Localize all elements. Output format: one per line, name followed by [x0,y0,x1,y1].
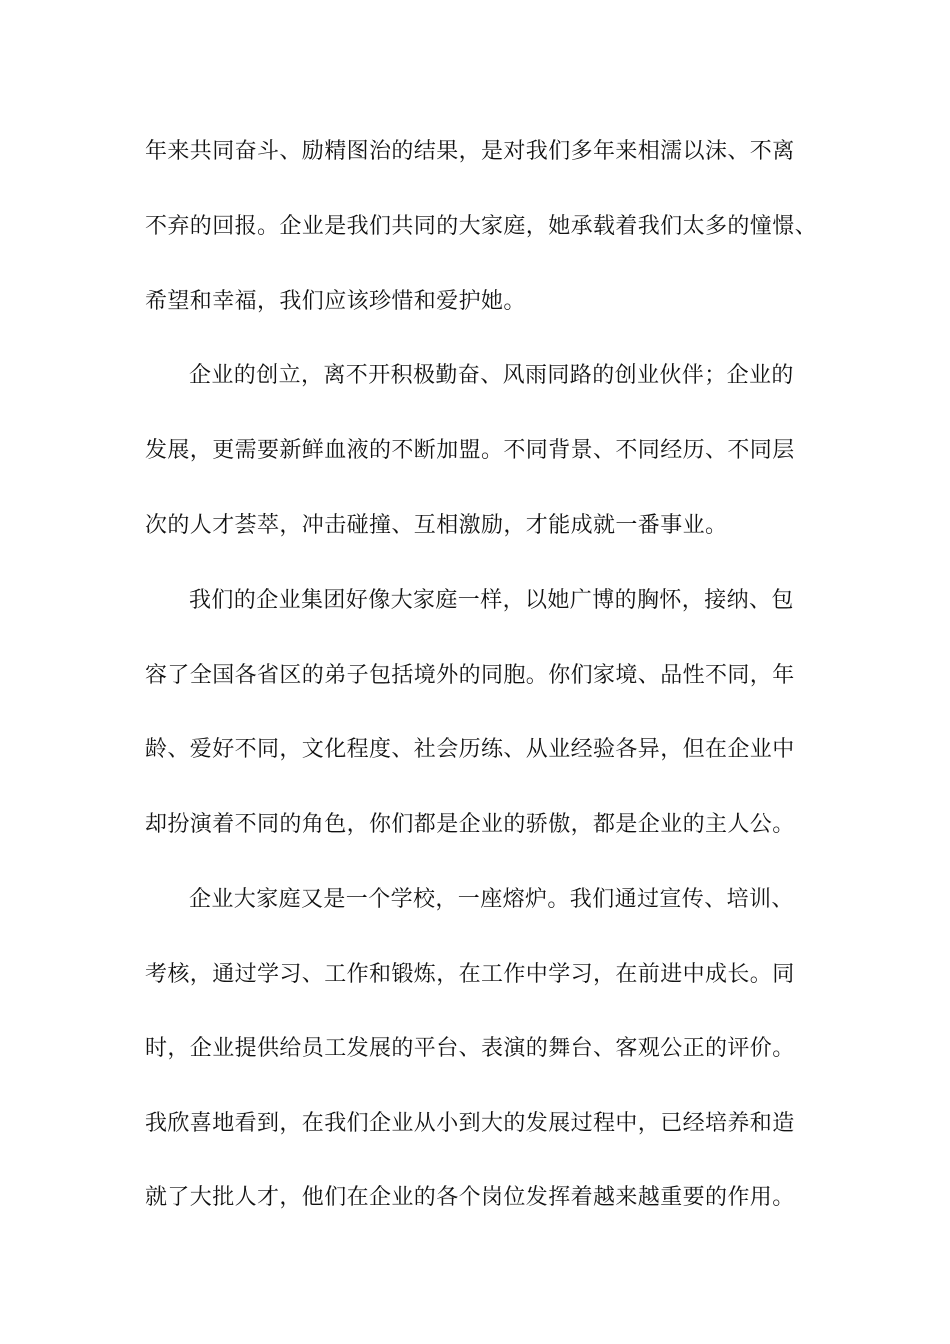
text-line: 年来共同奋斗、励精图治的结果，是对我们多年来相濡以沫、不离 [145,139,795,164]
text-line: 时，企业提供给员工发展的平台、表演的舞台、客观公正的评价。 [145,1036,795,1061]
text-line: 希望和幸福，我们应该珍惜和爱护她。 [145,289,526,314]
text-line: 容了全国各省区的弟子包括境外的同胞。你们家境、品性不同，年 [145,663,795,688]
text-line: 就了大批人才，他们在企业的各个岗位发挥着越来越重要的作用。 [145,1185,795,1210]
text-line: 我欣喜地看到，在我们企业从小到大的发展过程中，已经培养和造 [145,1111,795,1136]
paragraph-first-line: 企业大家庭又是一个学校，一座熔炉。我们通过宣传、培训、 [189,887,794,912]
text-line: 考核，通过学习、工作和锻炼，在工作中学习，在前进中成长。同 [145,962,795,987]
text-line: 发展，更需要新鲜血液的不断加盟。不同背景、不同经历、不同层 [145,438,795,463]
text-line: 龄、爱好不同，文化程度、社会历练、从业经验各异，但在企业中 [145,737,795,762]
text-line: 次的人才荟萃，冲击碰撞、互相激励，才能成就一番事业。 [145,513,728,538]
paragraph-first-line: 我们的企业集团好像大家庭一样，以她广博的胸怀，接纳、包 [189,588,794,613]
text-line: 却扮演着不同的角色，你们都是企业的骄傲，都是企业的主人公。 [145,812,795,837]
paragraph-first-line: 企业的创立，离不开积极勤奋、风雨同路的创业伙伴；企业的 [189,363,794,388]
text-line: 不弃的回报。企业是我们共同的大家庭，她承载着我们太多的憧憬、 [145,214,818,239]
